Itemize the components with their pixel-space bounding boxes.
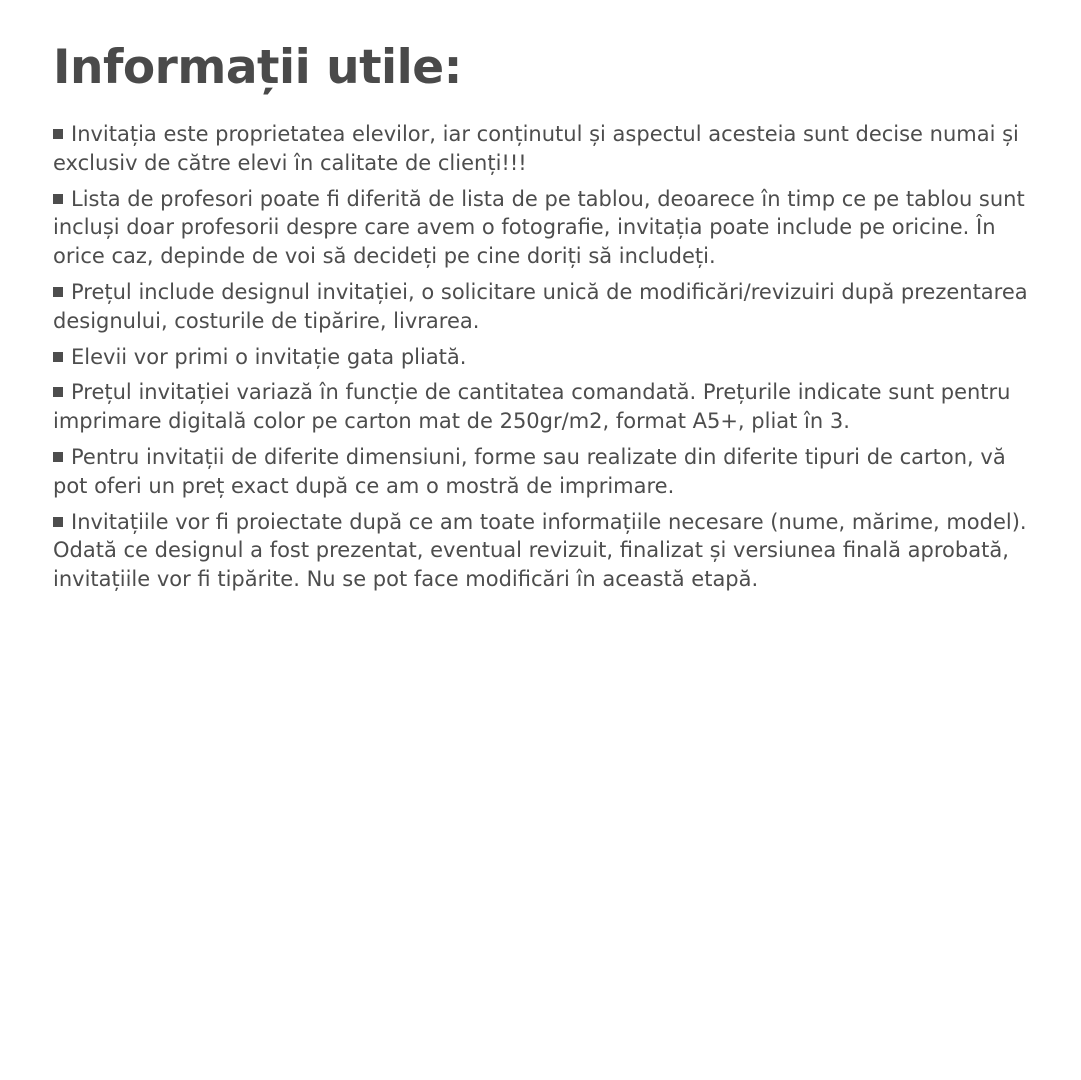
info-list	[53, 120, 1028, 594]
square-bullet-icon	[53, 129, 63, 139]
square-bullet-icon	[53, 517, 63, 527]
list-item	[53, 343, 1028, 372]
list-item-text: Prețul invitației variază în funcție de cantitatea comandată. Prețurile indicate sunt pentru imprimare digitală color pe carton mat de 250gr/m2, format A5+, pliat în 3.	[53, 380, 1011, 434]
list-item-text: Elevii vor primi o invitație gata pliată.	[71, 344, 467, 369]
list-item	[53, 185, 1028, 271]
page-title: Informații utile:	[53, 40, 462, 95]
list-item	[53, 443, 1028, 501]
square-bullet-icon	[53, 194, 63, 204]
list-item	[53, 120, 1028, 178]
list-item	[53, 278, 1028, 336]
list-item-text: Invitația este proprietatea elevilor, iar conținutul și aspectul acesteia sunt decise numai și exclusiv de către elevi în calitate de clienți!!!	[53, 122, 1019, 175]
list-item-text: Pentru invitații de diferite dimensiuni, forme sau realizate din diferite tipuri de carton, vă pot oferi un preț exact după ce am o mostră de imprimare.	[53, 444, 1006, 498]
square-bullet-icon	[53, 387, 63, 397]
list-item	[53, 508, 1028, 594]
square-bullet-icon	[53, 452, 63, 462]
list-item-text: Invitațiile vor fi proiectate după ce am toate informațiile necesare (nume, mărime, model). Odată ce designul a fost prezentat, eventual revizuit, finalizat și versiunea finală aprobată, invitațiile vor fi tipărite. Nu se pot face modificări în această etapă.	[53, 509, 1027, 592]
list-item-text: Prețul include designul invitației, o solicitare unică de modificări/revizuiri după prezentarea designului, costurile de tipărire, livrarea.	[53, 279, 1028, 333]
square-bullet-icon	[53, 287, 63, 297]
list-item	[53, 378, 1028, 436]
info-page	[53, 30, 1028, 601]
square-bullet-icon	[53, 352, 63, 362]
list-item-text: Lista de profesori poate fi diferită de lista de pe tablou, deoarece în timp ce pe tablou sunt incluși doar profesorii despre care avem o fotografie, invitația poate include pe oricine. În orice caz, depinde de voi să decideți pe cine doriți să includeți.	[53, 186, 1025, 269]
